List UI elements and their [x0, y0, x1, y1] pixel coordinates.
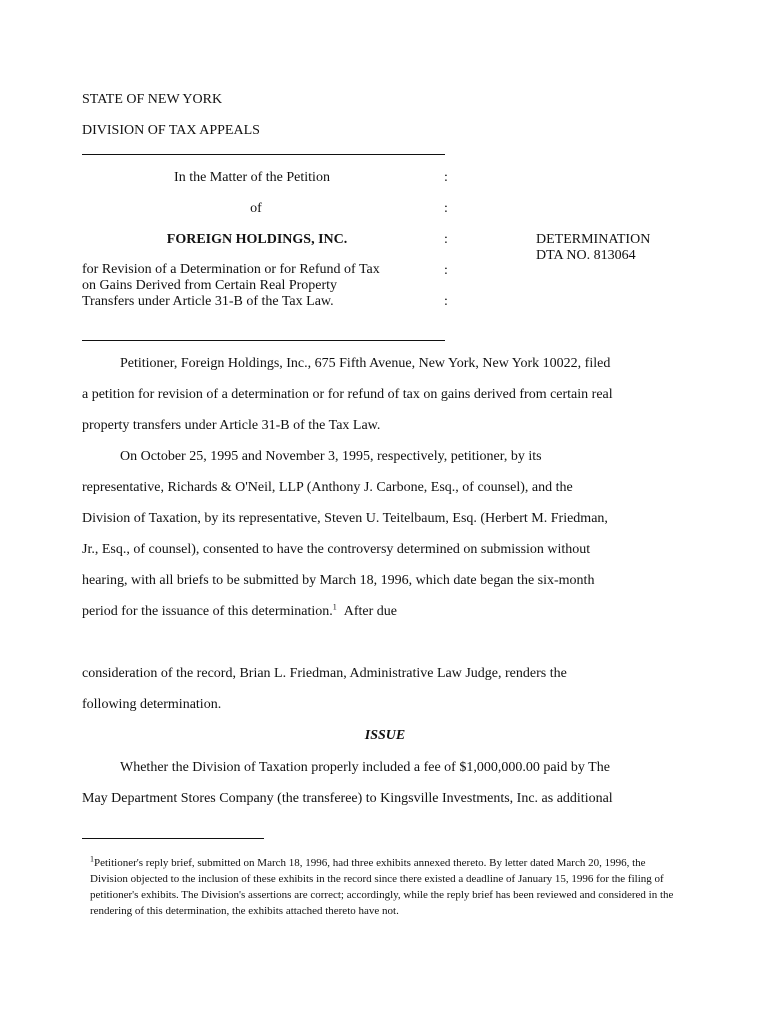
determination-label: DETERMINATION [536, 232, 651, 247]
division-heading: DIVISION OF TAX APPEALS [82, 123, 260, 138]
body-line-text: period for the issuance of this determination. [82, 604, 333, 619]
footnote [90, 855, 684, 919]
caption-description: for Revision of a Determination or for Refund of Tax on Gains Derived from Certain Real Property Transfers under Article 31-B of the Tax Law. [82, 262, 380, 309]
body-line: a petition for revision of a determination or for refund of tax on gains derived from certain real [82, 387, 613, 402]
caption-of: of [250, 201, 262, 216]
state-heading: STATE OF NEW YORK [82, 92, 223, 107]
body-line: hearing, with all briefs to be submitted by March 18, 1996, which date began the six-month [82, 573, 595, 588]
body-line: Jr., Esq., of counsel), consented to have the controversy determined on submission without [82, 542, 591, 557]
caption-colon: : [444, 201, 448, 216]
caption-colon: : [444, 170, 448, 185]
caption-matter: In the Matter of the Petition [174, 170, 330, 185]
caption-colon: : [444, 263, 448, 278]
body-line-text: After due [343, 604, 398, 619]
caption-petitioner: FOREIGN HOLDINGS, INC. [166, 232, 348, 247]
caption-bottom-rule [82, 340, 445, 341]
body-line: representative, Richards & O'Neil, LLP (Anthony J. Carbone, Esq., of counsel), and the [82, 480, 573, 495]
issue-line: May Department Stores Company (the transferee) to Kingsville Investments, Inc. as additional [82, 791, 613, 806]
body-line: following determination. [82, 697, 222, 712]
caption-colon: : [444, 232, 448, 247]
caption-colon: : [444, 294, 448, 309]
body-line: On October 25, 1995 and November 3, 1995, respectively, petitioner, by its [120, 449, 542, 464]
footnote-marker: 1 [90, 854, 94, 864]
issue-heading: ISSUE [364, 728, 406, 743]
body-line: consideration of the record, Brian L. Friedman, Administrative Law Judge, renders the [82, 666, 567, 681]
body-line: property transfers under Article 31-B of the Tax Law. [82, 418, 381, 433]
body-line: Petitioner, Foreign Holdings, Inc., 675 Fifth Avenue, New York, New York 10022, filed [120, 356, 611, 371]
body-line [82, 604, 397, 620]
caption-top-rule [82, 154, 445, 155]
footnote-reference: 1 [332, 602, 337, 612]
dta-number: DTA NO. 813064 [536, 248, 636, 263]
issue-line: Whether the Division of Taxation properly included a fee of $1,000,000.00 paid by The [120, 760, 610, 775]
footnote-separator [82, 838, 264, 839]
footnote-text: Petitioner's reply brief, submitted on March 18, 1996, had three exhibits annexed thereto. By letter dated March 20, 1996, the Division objected to the inclusion of these exhibits in the record since there existed a deadline of January 15, 1996 for the filing of petitioner's exhibits. The Division's assertions are correct; accordingly, while the reply brief has been reviewed and considered in the rendering of this determination, the exhibits attached thereto have not. [90, 857, 674, 917]
body-line: Division of Taxation, by its representative, Steven U. Teitelbaum, Esq. (Herbert M. Friedman, [82, 511, 608, 526]
